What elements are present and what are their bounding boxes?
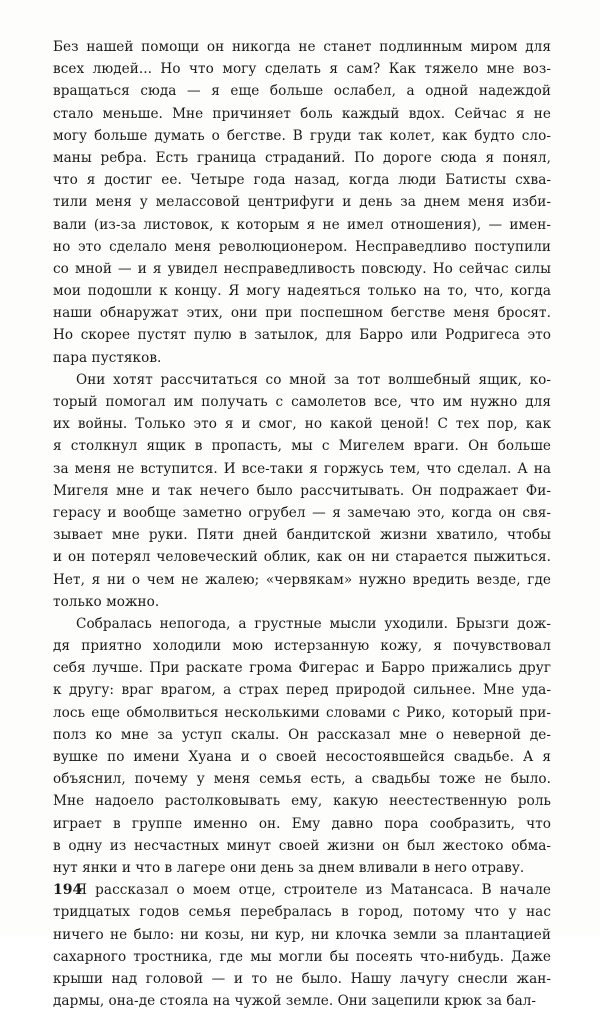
page-number: 194 — [53, 882, 83, 898]
text-line: дармы, она-де стояла на чужой земле. Они зацепили крюк за бал- — [53, 993, 537, 1010]
text-line: себя лучше. При раскате грома Фигерас и Барро прижались друг — [53, 660, 551, 677]
text-line: но это сделало меня революционером. Несправедливо поступили — [53, 238, 551, 255]
text-line: к другу: враг врагом, а страх перед природой сильнее. Мне уда- — [53, 682, 551, 699]
text-line: сахарного тростника, где мы могли бы посеять что-нибудь. Даже — [53, 948, 551, 965]
text-line: Нет, я ни о чем не жалею; «червякам» нужно вредить везде, где — [53, 571, 551, 588]
text-line: играет в группе именно он. Ему давно пора сообразить, что — [53, 815, 551, 832]
text-line: за меня не вступится. И все-таки я горжусь тем, что сделал. А на — [53, 460, 551, 477]
paragraph — [53, 369, 551, 613]
text-line: в одну из несчастных минут своей жизни он был жестоко обма- — [53, 837, 551, 854]
text-line: тридцатых годов семья перебралась в город, потому что у нас — [53, 904, 551, 921]
text-line: тили меня у мелассовой центрифуги и день за днем меня изби- — [53, 194, 551, 211]
text-line: Я рассказал о моем отце, строителе из Матансаса. В начале — [76, 882, 551, 899]
text-line: наши обнаружат этих, они при поспешном бегстве меня бросят. — [53, 305, 551, 322]
text-line: Собралась непогода, а грустные мысли уходили. Брызги дож- — [76, 615, 551, 632]
text-line: нут янки и что в лагере они день за днем вливали в него отраву. — [53, 859, 525, 876]
text-line: крыши над головой — и то не было. Нашу лачугу снесли жан- — [53, 970, 551, 987]
text-line: зывает мне руки. Пяти дней бандитской жизни хватило, чтобы — [53, 527, 551, 544]
text-line: вращаться сюда — я еще больше ослабел, а одной надеждой — [53, 83, 551, 100]
text-line: и он потерял человеческий облик, как он ни старается пыжиться. — [53, 549, 551, 566]
text-line: ничего не было: ни козы, ни кур, ни клочка земли за плантацией — [53, 926, 551, 943]
paragraph — [53, 613, 551, 879]
text-line: Они хотят рассчитаться со мной за тот волшебный ящик, ко- — [76, 371, 551, 388]
text-line: я столкнул ящик в пропасть, мы с Мигелем враги. Он больше — [53, 438, 551, 455]
text-line: герасу и вообще заметно огрубел — я замечаю это, когда он свя- — [53, 504, 551, 521]
text-line: лось еще обмолвиться несколькими словами с Рико, который при- — [53, 704, 551, 721]
text-line: торый помогал им получать с самолетов все, что им нужно для — [53, 394, 551, 410]
text-line: пара пустяков. — [53, 349, 162, 366]
text-line: вушке по имени Хуана и о своей несостоявшейся свадьбе. А я — [53, 749, 551, 765]
text-line: вали (из-за листовок, к которым я не имел отношения), — имен- — [53, 216, 551, 233]
body-text — [53, 36, 551, 1012]
paragraph — [53, 36, 551, 369]
text-line: Мигеля мне и так нечего было рассчитывать. Он подражает Фи- — [53, 482, 551, 499]
text-line: Но скорее пустят пулю в затылок, для Барро или Родригеса это — [53, 327, 551, 344]
paragraph — [53, 879, 551, 1012]
text-line: объяснил, почему у меня семья есть, а свадьбы тоже не было. — [53, 771, 551, 788]
text-line: Мне надоело растолковывать ему, какую неестественную роль — [53, 793, 551, 810]
text-line: могу больше думать о бегстве. В груди так колет, как будто сло- — [53, 127, 551, 144]
text-line: полз ко мне за уступ скалы. Он рассказал мне о неверной де- — [53, 726, 551, 743]
text-line: мои подошли к концу. Я могу надеяться только на то, что, когда — [53, 283, 551, 300]
text-line: только можно. — [53, 593, 160, 610]
text-line: что я достиг ее. Четыре года назад, когда люди Батисты схва- — [53, 172, 551, 189]
text-line: Без нашей помощи он никогда не станет подлинным миром для — [53, 39, 551, 55]
text-line: со мной — и я увидел несправедливость повсюду. Но сейчас силы — [53, 260, 551, 277]
text-line: дя приятно холодили мою истерзанную кожу, я почувствовал — [53, 638, 551, 655]
text-line: маны ребра. Есть граница страданий. По дороге сюда я понял, — [53, 149, 551, 166]
text-line: их войны. Только это я и смог, но какой ценой! С тех пор, как — [53, 416, 551, 433]
text-line: стало меньше. Мне причиняет боль каждый вдох. Сейчас я не — [53, 105, 551, 122]
text-line: всех людей... Но что могу сделать я сам? Как тяжело мне воз- — [53, 61, 551, 78]
